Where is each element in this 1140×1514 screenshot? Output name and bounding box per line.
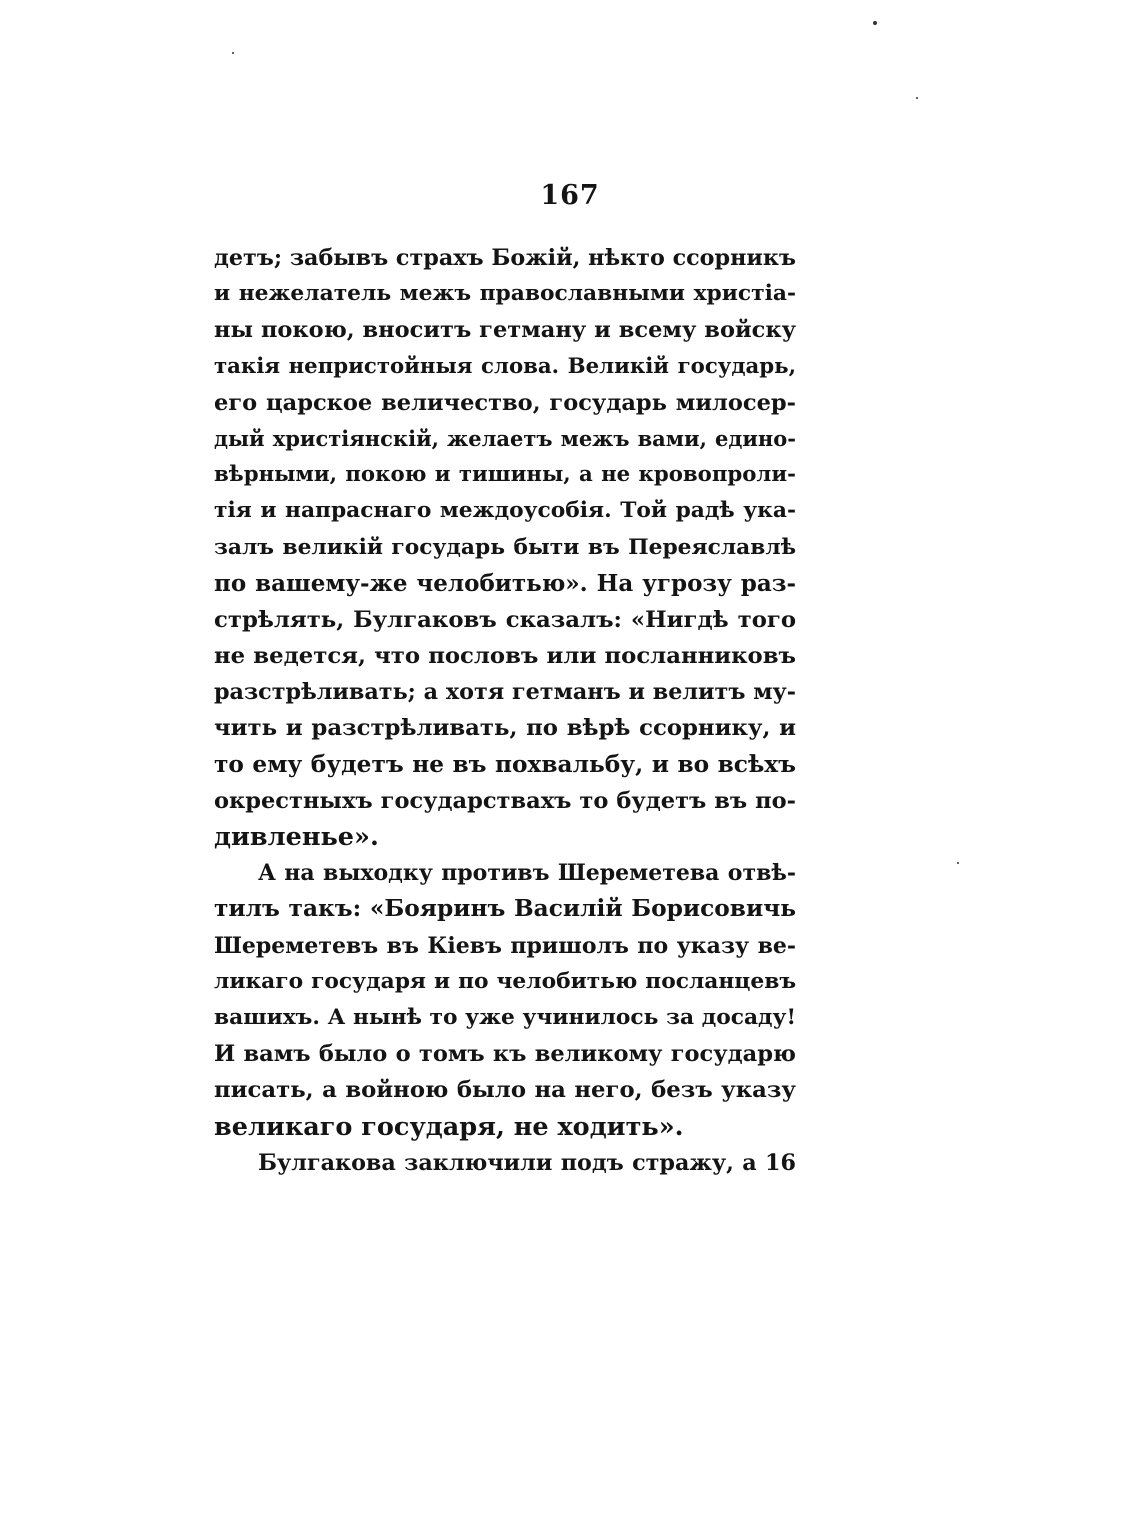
text-line: его царское величество, государь милосер- bbox=[214, 389, 796, 416]
text-line: тія и напраснаго междоусобія. Той радѣ ука- bbox=[214, 498, 796, 524]
body-text bbox=[214, 240, 796, 1181]
text-line: залъ великій государь быти въ Переяславлѣ bbox=[214, 534, 796, 560]
text-line: стрѣлять, Булгаковъ сказалъ: «Нигдѣ того bbox=[214, 606, 796, 633]
paragraph-end-line: великаго государя, не ходить». bbox=[214, 1111, 684, 1142]
text-line: такія непристойныя слова. Великій государь, bbox=[214, 353, 796, 379]
text-line: чить и разстрѣливать, по вѣрѣ ссорнику, и bbox=[214, 715, 796, 742]
text-line: вѣрными, покою и тишины, а не кровопроли- bbox=[214, 462, 796, 488]
text-line: дый христіянскій, желаетъ межъ вами, едино- bbox=[214, 425, 796, 451]
paragraph-start-line: А на выходку противъ Шереметева отвѣ- bbox=[258, 860, 796, 887]
text-line: писать, а войною было на него, безъ указу bbox=[214, 1077, 796, 1104]
paragraph-end-line: дивленье». bbox=[214, 822, 379, 852]
text-line: вашихъ. А нынѣ то уже учинилось за досаду! bbox=[214, 1004, 796, 1030]
text-line: то ему будетъ не въ похвальбу, и во всѣхъ bbox=[214, 750, 796, 778]
text-line: разстрѣливать; а хотя гетманъ и велитъ му- bbox=[214, 679, 796, 706]
scan-speck bbox=[957, 862, 959, 864]
scan-speck bbox=[232, 52, 234, 54]
text-line: тилъ такъ: «Бояринъ Василій Борисовичь bbox=[214, 895, 796, 923]
text-line: не ведется, что пословъ или посланниковъ bbox=[214, 643, 796, 670]
scan-speck bbox=[873, 21, 877, 25]
text-line: И вамъ было о томъ къ великому государю bbox=[214, 1041, 796, 1068]
text-line: ликаго государя и по челобитью посланцевъ bbox=[214, 968, 796, 994]
paragraph-start-line: Булгакова заключили подъ стражу, а 16 bbox=[258, 1149, 796, 1176]
text-line: по вашему-же челобитью». На угрозу раз- bbox=[214, 569, 796, 597]
page-number: 167 bbox=[540, 180, 600, 211]
text-line: и нежелатель межъ православными христіа- bbox=[214, 281, 796, 307]
text-line: ны покою, вноситъ гетману и всему войску bbox=[214, 317, 796, 344]
text-line: детъ; забывъ страхъ Божій, нѣкто ссорникъ bbox=[214, 245, 796, 271]
text-line: Шереметевъ въ Кіевъ пришолъ по указу ве- bbox=[214, 932, 796, 959]
scan-speck bbox=[916, 97, 918, 99]
text-line: окрестныхъ государствахъ то будетъ въ по- bbox=[214, 787, 796, 814]
